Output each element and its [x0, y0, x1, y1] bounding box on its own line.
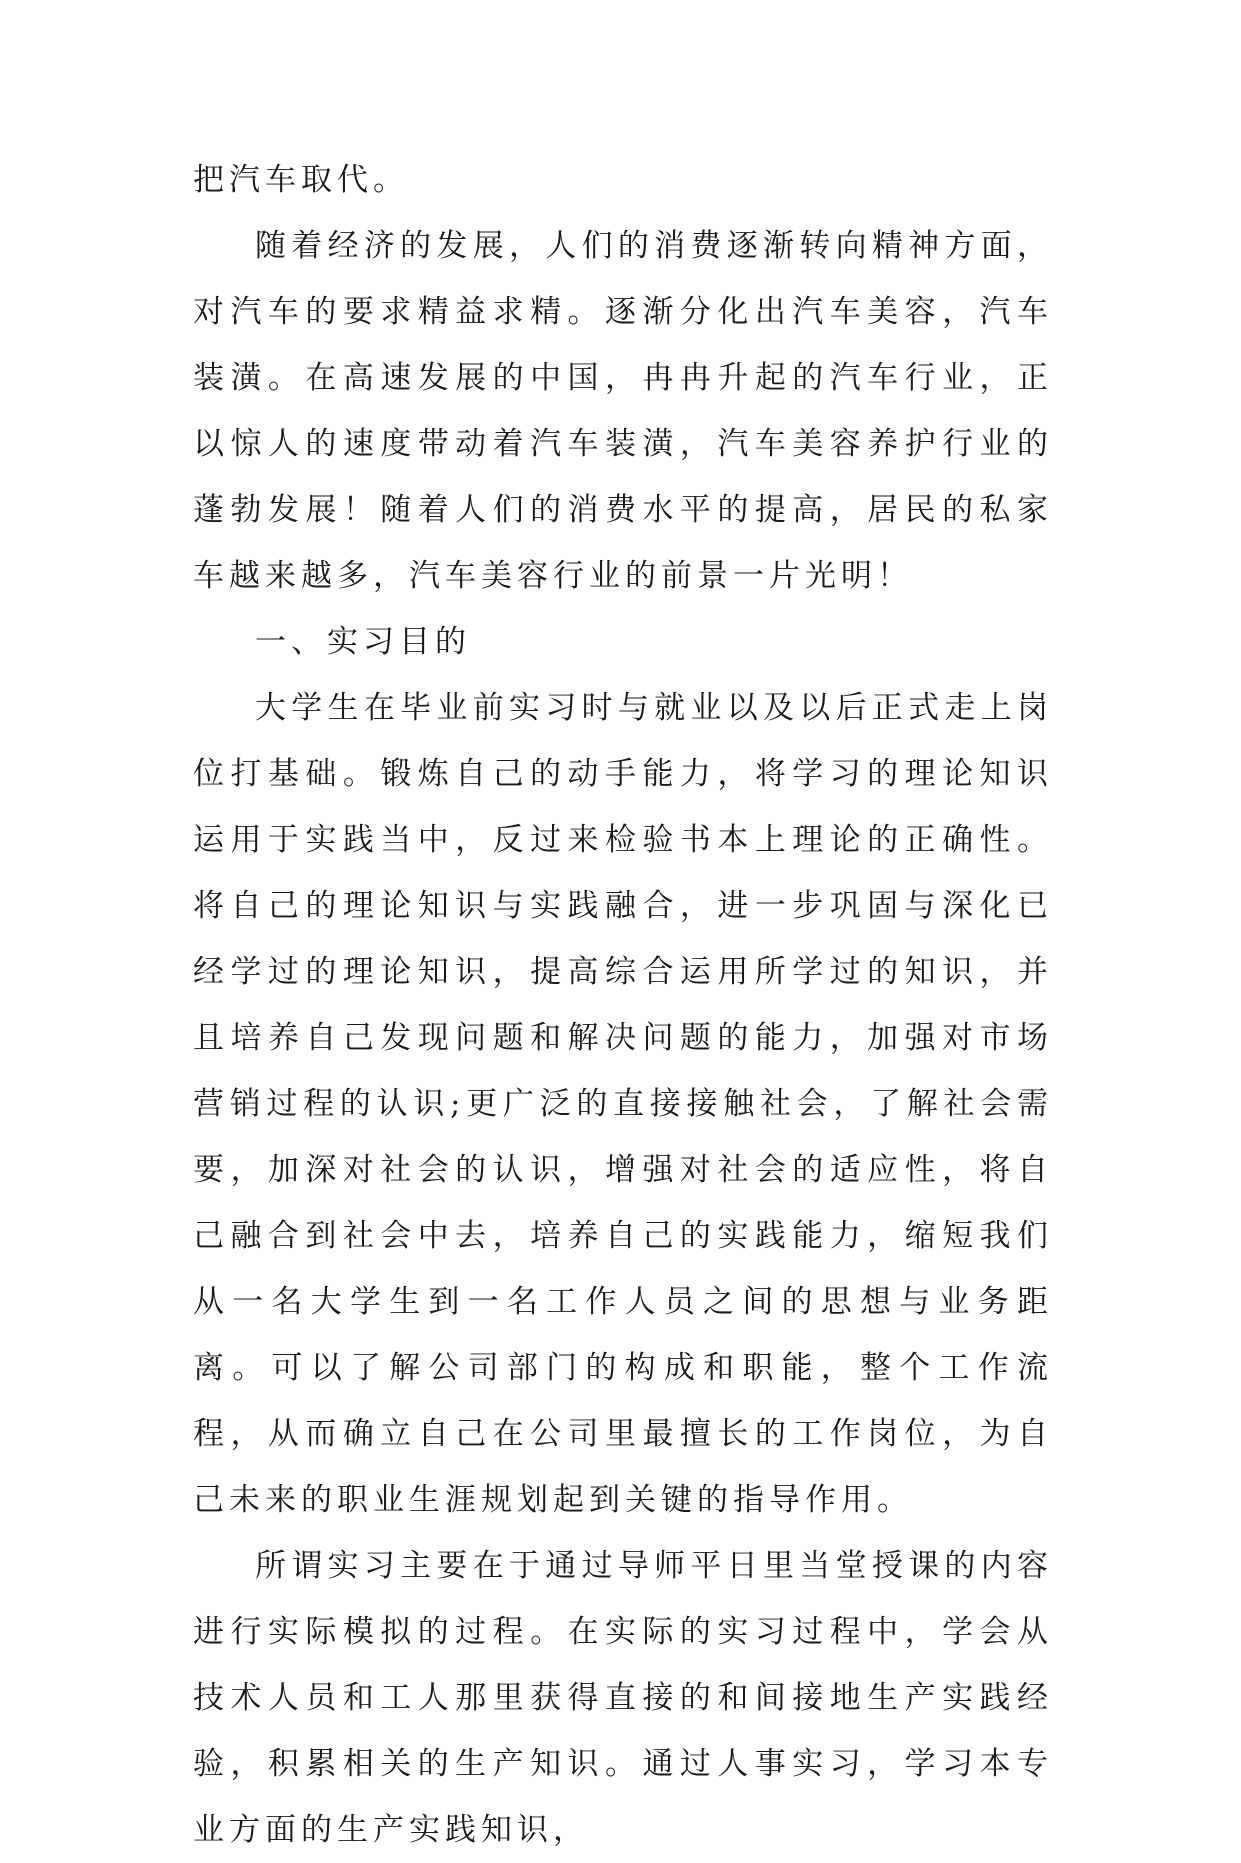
paragraph-industry-outlook: 随着经济的发展，人们的消费逐渐转向精神方面，对汽车的要求精益求精。逐渐分化出汽车美容，汽车装潢。在高速发展的中国，冉冉升起的汽车行业，正以惊人的速度带动着汽车装潢，汽车美容养护行业的蓬勃发展！随着人们的消费水平的提高，居民的私家车越来越多，汽车美容行业的前景一片光明！: [193, 228, 1053, 594]
section-heading-internship-purpose: 一、实习目的: [255, 624, 471, 660]
paragraph-continuation: 把汽车取代。: [193, 162, 409, 198]
paragraph-internship-goals: 大学生在毕业前实习时与就业以及以后正式走上岗位打基础。锻炼自己的动手能力，将学习的理论知识运用于实践当中，反过来检验书本上理论的正确性。将自己的理论知识与实践融合，进一步巩固与深化已经学过的理论知识，提高综合运用所学过的知识，并且培养自己发现问题和解决问题的能力，加强对市场营销过程的认识;更广泛的直接接触社会，了解社会需要，加深对社会的认识，增强对社会的适应性，将自己融合到社会中去，培养自己的实践能力，缩短我们从一名大学生到一名工作人员之间的思想与业务距离。可以了解公司部门的构成和职能，整个工作流程，从而确立自己在公司里最擅长的工作岗位，为自己未来的职业生涯规划起到关键的指导作用。: [193, 690, 1053, 1518]
paragraph-internship-definition: 所谓实习主要在于通过导师平日里当堂授课的内容进行实际模拟的过程。在实际的实习过程中，学会从技术人员和工人那里获得直接的和间接地生产实践经验，积累相关的生产知识。通过人事实习，学习本专业方面的生产实践知识，: [193, 1548, 1053, 1848]
document-page: [193, 147, 1053, 1863]
